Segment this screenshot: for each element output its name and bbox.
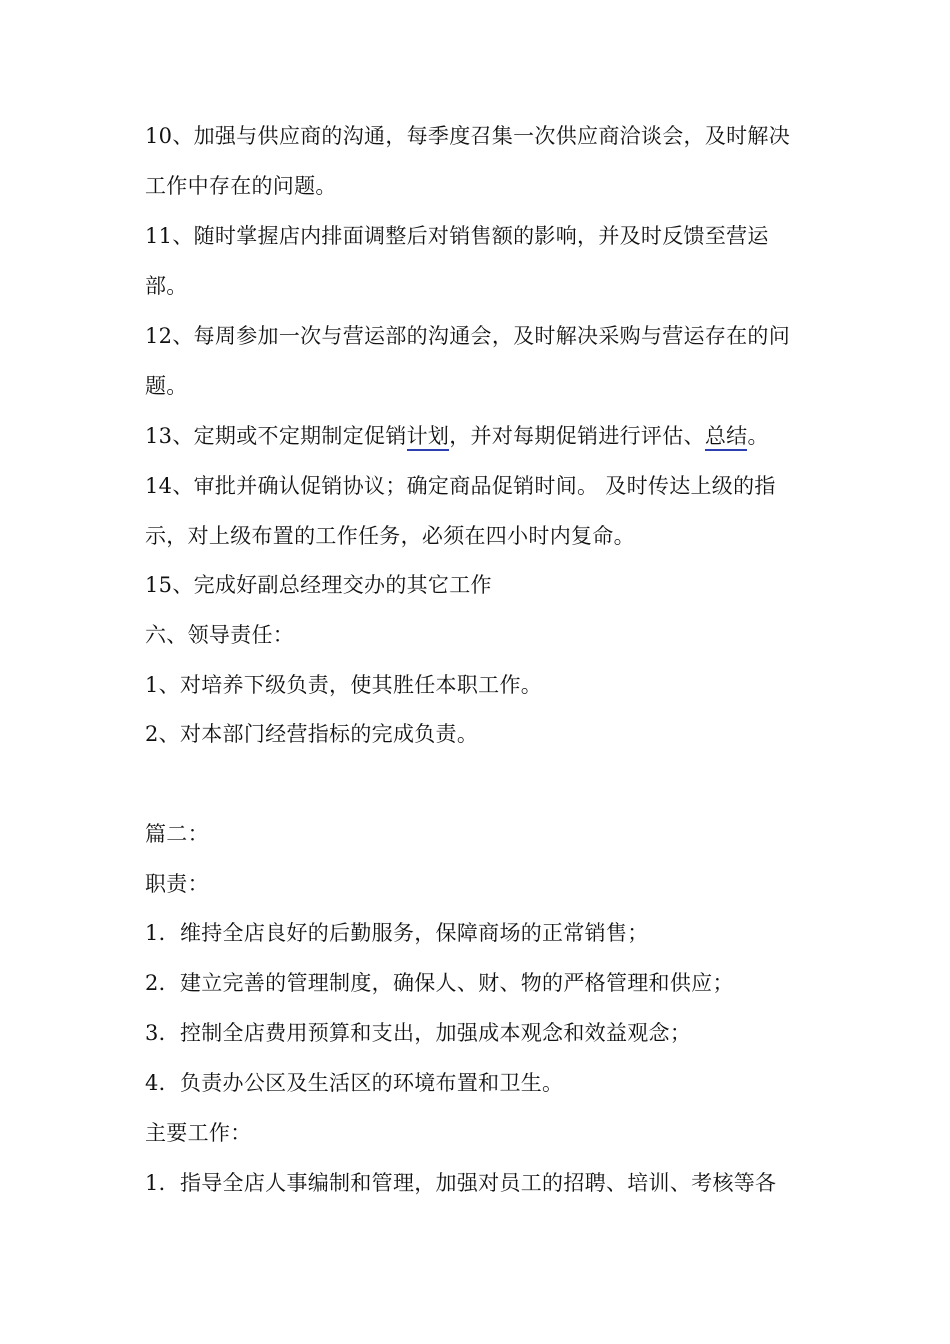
- paragraph-line: 11、随时掌握店内排面调整后对销售额的影响，并及时反馈至营运: [145, 224, 769, 248]
- section-heading: 主要工作：: [145, 1121, 252, 1145]
- paragraph-line: 2、对本部门经营指标的完成负责。: [145, 722, 479, 746]
- paragraph-line: 部。: [145, 274, 188, 298]
- paragraph-line: 1．指导全店人事编制和管理，加强对员工的招聘、培训、考核等各: [145, 1171, 777, 1195]
- section-heading: 六、领导责任：: [145, 623, 295, 647]
- paragraph-line: 1、对培养下级负责，使其胜任本职工作。: [145, 673, 543, 697]
- paragraph-line: 12、每周参加一次与营运部的沟通会，及时解决采购与营运存在的问: [145, 324, 791, 348]
- text-segment: 。: [747, 424, 769, 448]
- paragraph-line: 15、完成好副总经理交办的其它工作: [145, 573, 492, 597]
- section-heading: 篇二：: [145, 822, 209, 846]
- paragraph-line: 14、审批并确认促销协议；确定商品促销时间。 及时传达上级的指: [145, 474, 776, 498]
- paragraph-line-with-links: [145, 423, 825, 449]
- paragraph-line: 1．维持全店良好的后勤服务，保障商场的正常销售；: [145, 921, 649, 945]
- link-summary[interactable]: 总结: [705, 424, 748, 451]
- section-heading: 职责：: [145, 872, 209, 896]
- text-segment: 13、定期或不定期制定促销: [145, 424, 407, 448]
- paragraph-line: 题。: [145, 374, 188, 398]
- text-segment: ，并对每期促销进行评估、: [449, 424, 705, 448]
- paragraph-line: 工作中存在的问题。: [145, 174, 337, 198]
- paragraph-line: 2．建立完善的管理制度，确保人、财、物的严格管理和供应；: [145, 971, 734, 995]
- paragraph-line: 10、加强与供应商的沟通，每季度召集一次供应商洽谈会，及时解决: [145, 124, 791, 148]
- paragraph-line: 4．负责办公区及生活区的环境布置和卫生。: [145, 1071, 564, 1095]
- paragraph-line: 示，对上级布置的工作任务，必须在四小时内复命。: [145, 524, 635, 548]
- link-plan[interactable]: 计划: [407, 424, 450, 451]
- paragraph-line: 3．控制全店费用预算和支出，加强成本观念和效益观念；: [145, 1021, 692, 1045]
